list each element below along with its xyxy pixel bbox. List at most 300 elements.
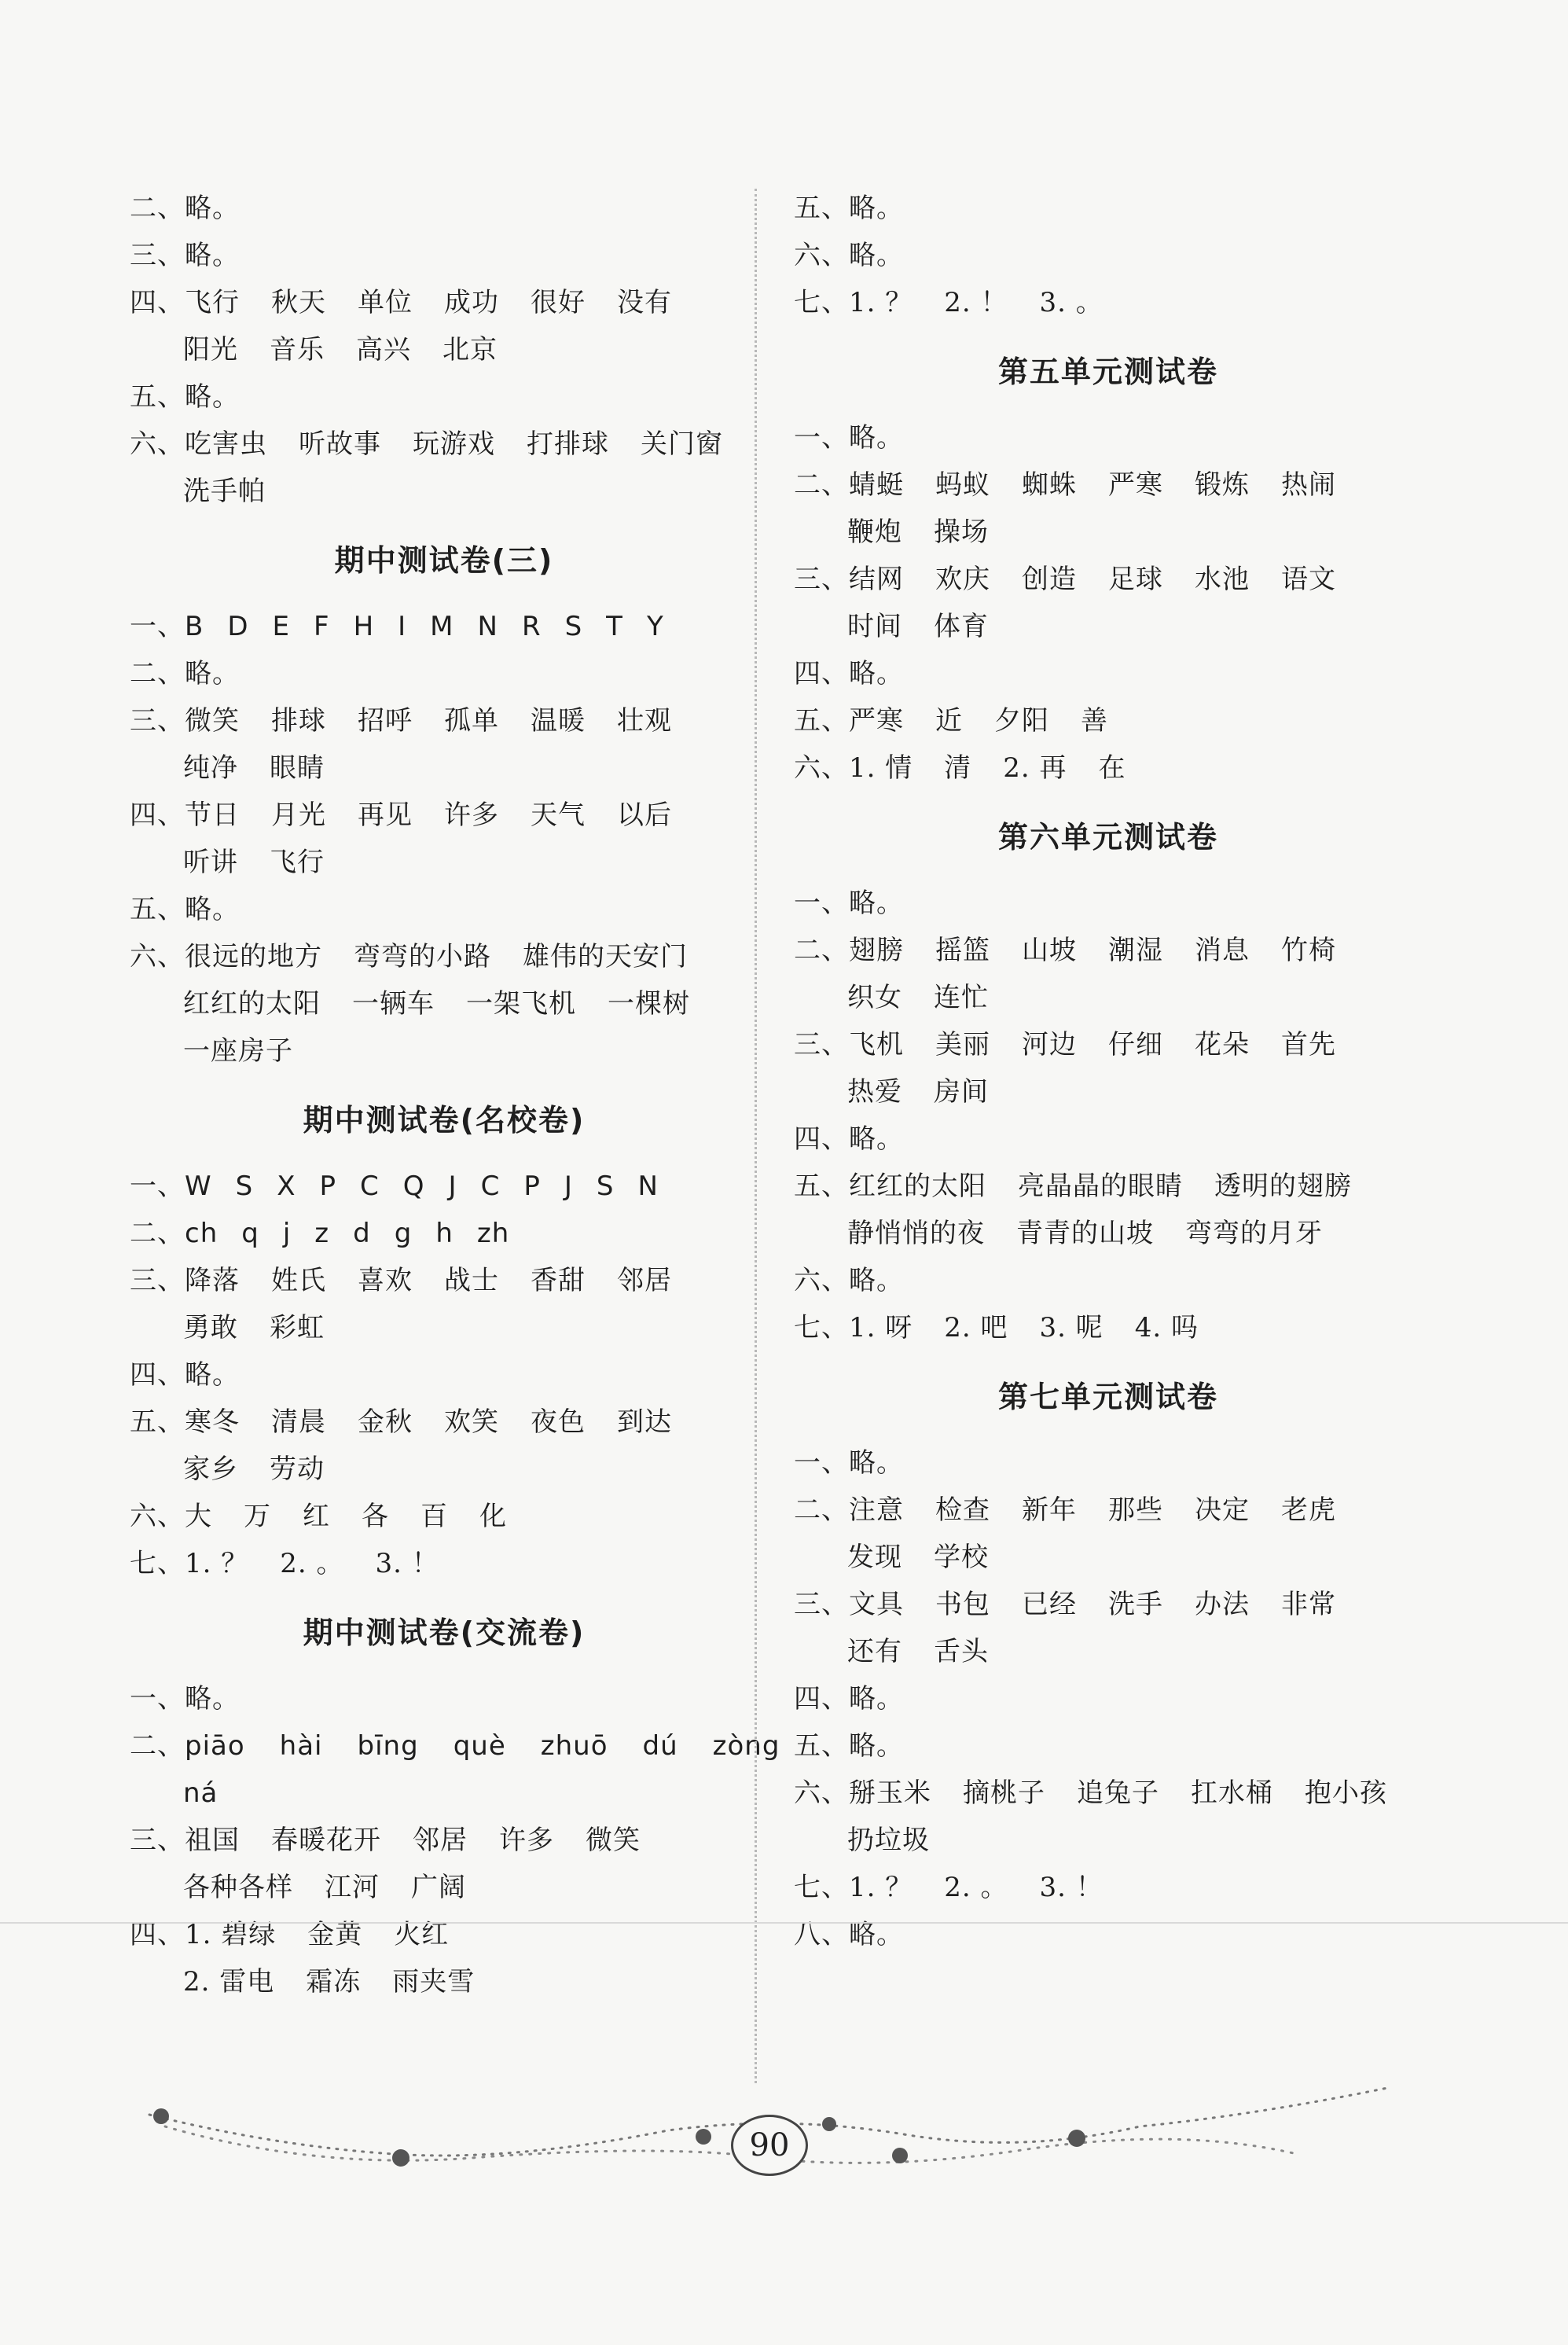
answer-word: 织女 (847, 982, 902, 1013)
answer-word: 足球 (1108, 564, 1163, 595)
answer-line (794, 414, 1423, 461)
answer-word: 时间 (847, 611, 902, 642)
answer-word: 操场 (934, 516, 989, 548)
answer-word: 化 (479, 1501, 507, 1532)
answer-word: 一架飞机 (466, 988, 576, 1020)
answer-word: 严寒 (1108, 469, 1163, 501)
answer-word: dú (642, 1730, 678, 1762)
question-number: 一、略。 (130, 1683, 240, 1715)
answer-word: 吃害虫 (185, 428, 267, 460)
answer-line (130, 886, 758, 933)
answer-word: 降落 (185, 1265, 240, 1296)
answer-word: W (185, 1171, 212, 1202)
answer-line (130, 1675, 758, 1722)
answer-word: 水池 (1195, 564, 1250, 595)
answer-word: 招呼 (358, 705, 413, 737)
answer-word: bīng (357, 1730, 419, 1762)
answer-word: 2. 。 (280, 1548, 344, 1579)
answer-line (130, 1399, 758, 1446)
answer-line (794, 461, 1423, 509)
question-number: 四、 (130, 799, 185, 831)
answer-word: zòng (712, 1730, 780, 1762)
answer-word: 战士 (444, 1265, 499, 1296)
answer-line (794, 880, 1423, 927)
answer-word: N (477, 611, 498, 642)
answer-word: 摇篮 (935, 935, 990, 966)
answer-line (130, 1446, 758, 1493)
answer-line (130, 1722, 780, 1770)
answer-word: 许多 (499, 1825, 554, 1856)
section-title: 第七单元测试卷 (997, 1380, 1218, 1414)
question-number: 四、略。 (794, 1683, 904, 1715)
answer-word: 霜冻 (306, 1966, 362, 1998)
answer-word: zh (476, 1218, 510, 1249)
answer-word: 温暖 (531, 705, 586, 737)
answer-word: 1. 呀 (849, 1312, 913, 1343)
answer-word: 百 (420, 1501, 448, 1532)
question-number: 六、 (130, 1501, 185, 1532)
question-number: 八、略。 (794, 1919, 904, 1950)
question-number: 七、 (794, 1872, 849, 1903)
answer-word: 飞行 (270, 847, 325, 878)
answer-word: ch (185, 1218, 218, 1249)
answer-word: 2. 雷电 (183, 1966, 275, 1998)
answer-word: 近 (935, 705, 963, 737)
answer-word: 关门窗 (641, 428, 723, 460)
answer-word: 翅膀 (849, 935, 904, 966)
answer-word: 月光 (271, 799, 326, 831)
answer-line (130, 933, 758, 980)
answer-word: 欢庆 (935, 564, 990, 595)
answer-word: 到达 (617, 1406, 672, 1438)
answer-line (794, 1257, 1423, 1304)
answer-line (130, 326, 758, 373)
answer-word: 1. ？ (185, 1548, 249, 1579)
answer-word: g (394, 1218, 413, 1249)
answer-line (794, 1439, 1423, 1487)
answer-line (794, 556, 1423, 603)
answer-line (794, 974, 1423, 1021)
answer-word: piāo (185, 1730, 245, 1762)
answer-line (794, 1817, 1423, 1864)
question-number: 二、略。 (130, 193, 240, 224)
answer-word: 姓氏 (271, 1265, 326, 1296)
question-number: 三、 (794, 1589, 849, 1620)
answer-line (794, 1911, 1423, 1958)
question-number: 六、 (130, 941, 185, 972)
answer-word: 蜘蛛 (1022, 469, 1077, 501)
answer-word: 决定 (1195, 1494, 1250, 1526)
answer-word: 一棵树 (608, 988, 690, 1020)
answer-word: 锻炼 (1195, 469, 1250, 501)
answer-line (130, 421, 758, 468)
answer-line (794, 1722, 1423, 1770)
answer-line (130, 1770, 758, 1817)
answer-word: 潮湿 (1108, 935, 1163, 966)
answer-word: 严寒 (849, 705, 904, 737)
answer-line (130, 1493, 758, 1540)
answer-word: 广阔 (411, 1872, 466, 1903)
answer-word: 3. 。 (1039, 287, 1103, 318)
answer-word: j (282, 1218, 292, 1249)
question-number: 二、 (794, 935, 849, 966)
answer-word: q (241, 1218, 259, 1249)
answer-word: 热爱 (847, 1076, 902, 1108)
answer-word: M (430, 611, 454, 642)
answer-line (130, 279, 758, 326)
answer-line (794, 1487, 1423, 1534)
question-number: 二、 (130, 1730, 185, 1762)
answer-line (130, 839, 758, 886)
answer-word: 2. 。 (944, 1872, 1008, 1903)
question-number: 六、略。 (794, 1265, 904, 1296)
answer-word: 成功 (444, 287, 499, 318)
answer-word: 纯净 (183, 752, 238, 784)
answer-line (794, 927, 1423, 974)
answer-word: 创造 (1022, 564, 1077, 595)
answer-word: S (564, 611, 583, 642)
answer-line (130, 1304, 758, 1351)
question-number: 五、略。 (794, 1730, 904, 1762)
answer-word: 红红的太阳 (849, 1171, 986, 1202)
answer-word: 寒冬 (185, 1406, 240, 1438)
answer-word: 洗手帕 (183, 476, 266, 507)
answer-line (130, 1958, 758, 2005)
answer-word: 透明的翅膀 (1214, 1171, 1352, 1202)
section-title: 期中测试卷(交流卷) (303, 1615, 586, 1650)
answer-word: 抱小孩 (1305, 1777, 1387, 1809)
page-number: 90 (731, 2115, 808, 2176)
answer-word: 排球 (271, 705, 326, 737)
answer-word: 竹椅 (1281, 935, 1336, 966)
answer-line (794, 1770, 1423, 1817)
answer-word: 仔细 (1108, 1029, 1163, 1060)
answer-word: 房间 (934, 1076, 989, 1108)
answer-word: 家乡 (183, 1454, 238, 1485)
question-number: 五、 (794, 705, 849, 737)
answer-word: 劳动 (270, 1454, 325, 1485)
answer-line (794, 1675, 1423, 1722)
question-number: 六、 (794, 1777, 849, 1809)
answer-word: 江河 (325, 1872, 380, 1903)
answer-line (794, 1581, 1423, 1628)
answer-word: 万 (244, 1501, 271, 1532)
answer-word: J (448, 1171, 457, 1202)
answer-word: 夕阳 (994, 705, 1049, 737)
answer-line (130, 1540, 758, 1587)
answer-word: 舌头 (934, 1636, 989, 1667)
question-number: 一、 (130, 1171, 185, 1202)
answer-line (130, 1911, 758, 1958)
answer-word: 河边 (1022, 1029, 1077, 1060)
answer-word: 飞机 (849, 1029, 904, 1060)
answer-word: 欢笑 (444, 1406, 499, 1438)
answer-line (794, 697, 1423, 744)
answer-word: C (480, 1171, 501, 1202)
answer-word: I (398, 611, 407, 642)
answer-word: 老虎 (1281, 1494, 1336, 1526)
answer-word: 红 (303, 1501, 330, 1532)
answer-word: 花朵 (1195, 1029, 1250, 1060)
answer-line (794, 1864, 1423, 1911)
answer-line (794, 509, 1423, 556)
answer-word: hài (279, 1730, 323, 1762)
answer-word: 邻居 (413, 1825, 468, 1856)
answer-word: 学校 (934, 1542, 989, 1573)
question-number: 五、略。 (130, 894, 240, 925)
answer-word: 热闹 (1281, 469, 1336, 501)
answer-word: 非常 (1281, 1589, 1336, 1620)
answer-word: 3. 呢 (1039, 1312, 1103, 1343)
answer-word: 1. 碧绿 (185, 1919, 277, 1950)
answer-word: 弯弯的月牙 (1185, 1218, 1323, 1249)
answer-word: 美丽 (935, 1029, 990, 1060)
answer-word: 邻居 (617, 1265, 672, 1296)
question-number: 五、 (130, 1406, 185, 1438)
answer-word: H (353, 611, 375, 642)
section-answers (794, 414, 1423, 792)
continued-answers (130, 185, 758, 515)
continued-answers (794, 185, 1423, 326)
question-number: 四、略。 (130, 1359, 240, 1391)
answer-word: 壮观 (617, 705, 672, 737)
answer-line (794, 1210, 1423, 1257)
question-number: 二、 (130, 1218, 185, 1249)
question-number: 三、 (130, 1265, 185, 1296)
answer-word: 没有 (617, 287, 672, 318)
answer-line (794, 1068, 1423, 1116)
question-number: 四、略。 (794, 1123, 904, 1155)
answer-line (130, 980, 758, 1027)
answer-word: 节日 (185, 799, 240, 831)
answer-word: 香甜 (531, 1265, 586, 1296)
answer-word: B (185, 611, 204, 642)
question-number: 七、 (794, 1312, 849, 1343)
answer-word: 金黄 (307, 1919, 363, 1950)
section-answers (130, 1675, 780, 2005)
answer-line (794, 185, 1423, 232)
answer-word: 春暖花开 (271, 1825, 381, 1856)
answer-word: Q (402, 1171, 425, 1202)
answer-line (130, 185, 758, 232)
fold-line (0, 1922, 1568, 1924)
answer-word: 检查 (935, 1494, 990, 1526)
answer-word: 一辆车 (352, 988, 435, 1020)
answer-line (130, 1027, 758, 1075)
question-number: 五、略。 (794, 193, 904, 224)
question-number: 二、略。 (130, 658, 240, 689)
answer-word: R (521, 611, 542, 642)
section-title: 第五单元测试卷 (997, 355, 1218, 389)
answer-word: C (360, 1171, 380, 1202)
answer-word: S (235, 1171, 254, 1202)
question-number: 三、 (130, 705, 185, 737)
answer-word: zhuō (540, 1730, 608, 1762)
answer-word: Y (646, 611, 664, 642)
section-title: 期中测试卷(名校卷) (303, 1103, 586, 1138)
question-number: 二、 (794, 469, 849, 501)
answer-word: 语文 (1281, 564, 1336, 595)
answer-word: 很远的地方 (185, 941, 322, 972)
answer-word: 单位 (358, 287, 413, 318)
answer-word: 打排球 (527, 428, 609, 460)
answer-word: 2. 吧 (944, 1312, 1008, 1343)
answer-word: 微笑 (586, 1825, 641, 1856)
question-number: 七、 (794, 287, 849, 318)
answer-word: 注意 (849, 1494, 904, 1526)
answer-word: 3. ！ (375, 1548, 439, 1579)
answer-word: 各种各样 (183, 1872, 293, 1903)
section-answers (130, 603, 758, 1075)
answer-word: 勇敢 (183, 1312, 238, 1343)
answer-word: E (272, 611, 290, 642)
answer-word: 一座房子 (183, 1035, 293, 1067)
question-number: 三、 (130, 1825, 185, 1856)
answer-word: X (277, 1171, 296, 1202)
answer-word: 北京 (442, 334, 498, 366)
answer-word: 文具 (849, 1589, 904, 1620)
answer-word: 音乐 (270, 334, 325, 366)
answer-word: 祖国 (185, 1825, 240, 1856)
answer-word: 许多 (444, 799, 499, 831)
answer-word: d (353, 1218, 371, 1249)
question-number: 一、略。 (794, 888, 904, 919)
answer-word: 蜻蜓 (849, 469, 904, 501)
answer-line (794, 1163, 1423, 1210)
answer-word: 玩游戏 (413, 428, 495, 460)
question-number: 二、 (794, 1494, 849, 1526)
answer-word: 火红 (394, 1919, 450, 1950)
answer-line (130, 468, 758, 515)
question-number: 七、 (130, 1548, 185, 1579)
answer-word: 天气 (531, 799, 586, 831)
answer-line (130, 1163, 758, 1210)
section-answers (130, 1163, 758, 1587)
answer-line (130, 650, 758, 697)
answer-word: D (227, 611, 249, 642)
answer-word: 再见 (358, 799, 413, 831)
section-answers (794, 880, 1423, 1351)
answer-word: què (453, 1730, 506, 1762)
answer-word: F (314, 611, 330, 642)
question-number: 三、 (794, 1029, 849, 1060)
answer-line (130, 373, 758, 421)
answer-line (130, 232, 758, 279)
answer-word: 阳光 (183, 334, 238, 366)
answer-word: 很好 (531, 287, 586, 318)
answer-line (794, 232, 1423, 279)
answer-word: 青青的山坡 (1016, 1218, 1154, 1249)
answer-line (130, 697, 758, 744)
answer-word: 那些 (1108, 1494, 1163, 1526)
question-number: 四、略。 (794, 658, 904, 689)
question-number: 四、 (130, 287, 185, 318)
column-divider (755, 189, 757, 2083)
answer-word: ná (183, 1777, 218, 1809)
answer-word: 清 (944, 752, 972, 784)
answer-line (794, 603, 1423, 650)
section-answers (794, 1439, 1423, 1958)
question-number: 三、略。 (130, 240, 240, 271)
answer-word: 微笑 (185, 705, 240, 737)
answer-word: 4. 吗 (1134, 1312, 1199, 1343)
answer-word: 弯弯的小路 (354, 941, 491, 972)
answer-word: 1. ？ (849, 287, 913, 318)
answer-line (130, 744, 758, 792)
question-number: 一、 (130, 611, 185, 642)
answer-line (794, 744, 1423, 792)
question-number: 六、略。 (794, 240, 904, 271)
answer-line (130, 1864, 758, 1911)
answer-line (130, 1351, 758, 1399)
answer-word: 亮晶晶的眼睛 (1018, 1171, 1183, 1202)
answer-word: 鞭炮 (847, 516, 902, 548)
answer-word: 1. 情 (849, 752, 913, 784)
answer-word: 大 (185, 1501, 212, 1532)
question-number: 六、 (130, 428, 185, 460)
answer-word: P (523, 1171, 541, 1202)
answer-line (130, 792, 758, 839)
answer-word: 首先 (1281, 1029, 1336, 1060)
right-column (794, 185, 1423, 1961)
answer-line (794, 1628, 1423, 1675)
answer-word: 消息 (1195, 935, 1250, 966)
answer-line (794, 1116, 1423, 1163)
answer-word: 孤单 (444, 705, 499, 737)
section-title: 期中测试卷(三) (334, 543, 554, 578)
answer-word: 蚂蚁 (935, 469, 990, 501)
question-number: 一、略。 (794, 1447, 904, 1479)
answer-line (130, 1817, 758, 1864)
answer-word: 山坡 (1022, 935, 1077, 966)
answer-word: 彩虹 (270, 1312, 325, 1343)
answer-word: N (637, 1171, 659, 1202)
answer-word: 体育 (934, 611, 989, 642)
answer-word: J (564, 1171, 573, 1202)
answer-line (130, 603, 758, 650)
answer-word: S (596, 1171, 615, 1202)
answer-word: 在 (1098, 752, 1126, 784)
answer-word: 1. ？ (849, 1872, 913, 1903)
answer-word: 摘桃子 (963, 1777, 1045, 1809)
answer-word: 以后 (617, 799, 672, 831)
answer-word: 2. 再 (1003, 752, 1067, 784)
answer-word: 追兔子 (1077, 1777, 1159, 1809)
question-number: 五、略。 (130, 381, 240, 413)
answer-word: 洗手 (1108, 1589, 1163, 1620)
answer-line (794, 279, 1423, 326)
section-title: 第六单元测试卷 (997, 820, 1218, 855)
answer-word: 听故事 (299, 428, 381, 460)
answer-word: 新年 (1022, 1494, 1077, 1526)
answer-word: 金秋 (358, 1406, 413, 1438)
answer-word: 发现 (847, 1542, 902, 1573)
answer-word: 各 (362, 1501, 389, 1532)
left-column (130, 185, 780, 2009)
question-number: 四、 (130, 1919, 185, 1950)
answer-word: 扛水桶 (1191, 1777, 1273, 1809)
answer-word: 还有 (847, 1636, 902, 1667)
answer-word: 红红的太阳 (183, 988, 321, 1020)
answer-word: h (435, 1218, 454, 1249)
answer-word: 3. ！ (1039, 1872, 1103, 1903)
answer-word: 连忙 (934, 982, 989, 1013)
question-number: 五、 (794, 1171, 849, 1202)
answer-word: 高兴 (356, 334, 411, 366)
answer-word: P (319, 1171, 337, 1202)
answer-word: 雨夹雪 (392, 1966, 476, 1998)
answer-line (794, 1534, 1423, 1581)
